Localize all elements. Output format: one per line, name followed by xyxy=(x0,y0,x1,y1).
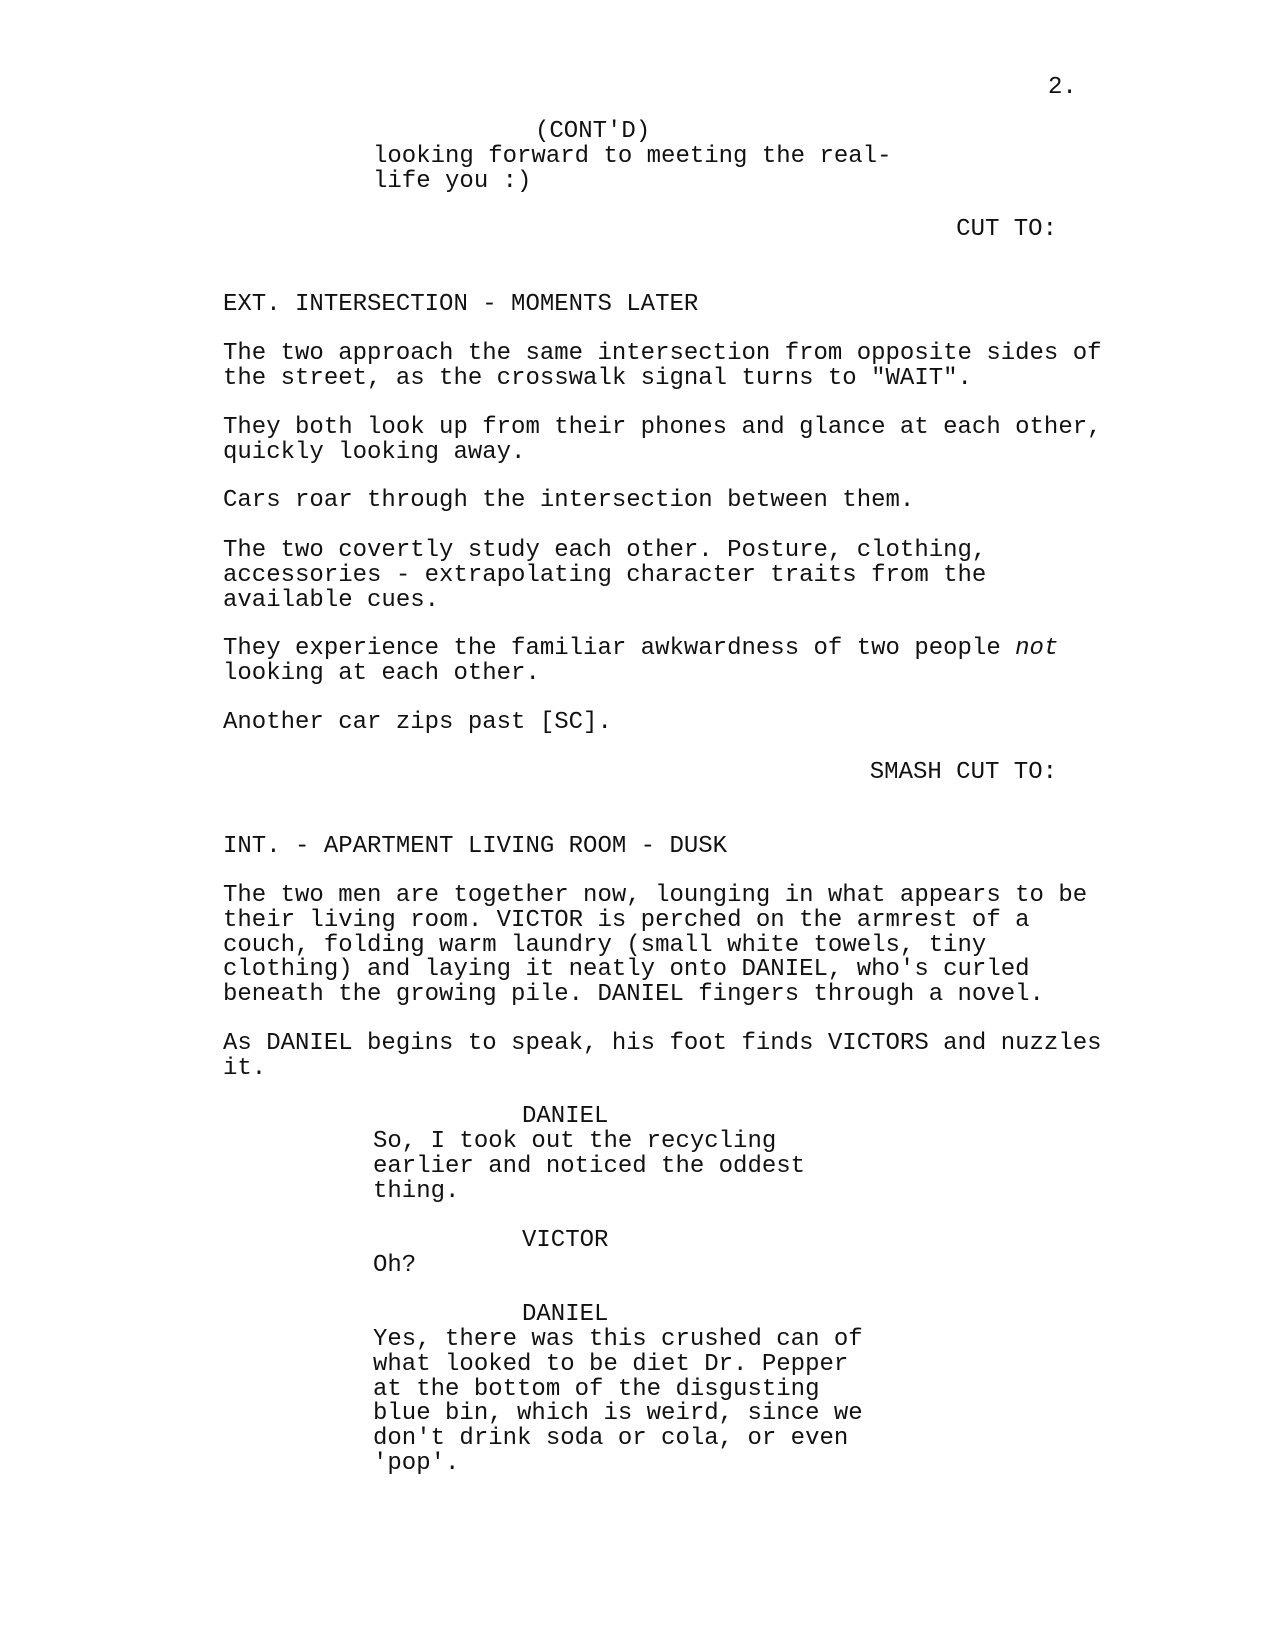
scene-heading-intersection: EXT. INTERSECTION - MOMENTS LATER xyxy=(223,291,699,318)
scene-heading-apartment: INT. - APARTMENT LIVING ROOM - DUSK xyxy=(223,833,728,860)
character-name: DANIEL xyxy=(522,1103,609,1130)
transition-smash-cut-to: SMASH CUT TO: xyxy=(869,759,1057,786)
continuation-extension: (CONT'D) xyxy=(535,118,651,145)
action-paragraph: The two men are together now, lounging in what appears to be their living room. VICTOR is perched on the armrest of a couch, folding warm laundry (small white towels, tiny clothing) and laying it neatly onto DANIEL, who's curled beneath the growing pile. DANIEL fingers through a novel. xyxy=(223,882,1088,1008)
action-paragraph: The two approach the same intersection from opposite sides of the street, as the crosswalk signal turns to "WAIT". xyxy=(223,340,1102,392)
character-name: DANIEL xyxy=(522,1301,609,1328)
action-text: They experience the familiar awkwardness of two people xyxy=(223,635,1016,662)
action-paragraph: As DANIEL begins to speak, his foot finds VICTORS and nuzzles it. xyxy=(223,1030,1102,1082)
action-paragraph: They both look up from their phones and glance at each other, quickly looking away. xyxy=(223,414,1102,466)
dialogue-line: Yes, there was this crushed can of what looked to be diet Dr. Pepper at the bottom of the disgusting blue bin, which is weird, since we don't drink soda or cola, or even 'pop'. xyxy=(373,1326,863,1477)
action-text: looking at each other. xyxy=(223,659,540,687)
action-paragraph: The two covertly study each other. Posture, clothing, accessories - extrapolating character traits from the available cues. xyxy=(223,537,987,614)
action-paragraph: Cars roar through the intersection between them. xyxy=(223,487,915,514)
dialogue-line: So, I took out the recycling earlier and noticed the oddest thing. xyxy=(373,1128,806,1205)
page-number: 2. xyxy=(1048,74,1077,101)
action-paragraph: Another car zips past [SC]. xyxy=(223,709,612,736)
emphasis-text: not xyxy=(1015,635,1059,662)
dialogue-line: Oh? xyxy=(373,1252,417,1279)
transition-cut-to: CUT TO: xyxy=(956,216,1057,243)
character-name: VICTOR xyxy=(522,1227,609,1254)
action-paragraph-emphasis xyxy=(223,637,1123,687)
continuation-dialogue: looking forward to meeting the real- life you :) xyxy=(373,143,892,195)
